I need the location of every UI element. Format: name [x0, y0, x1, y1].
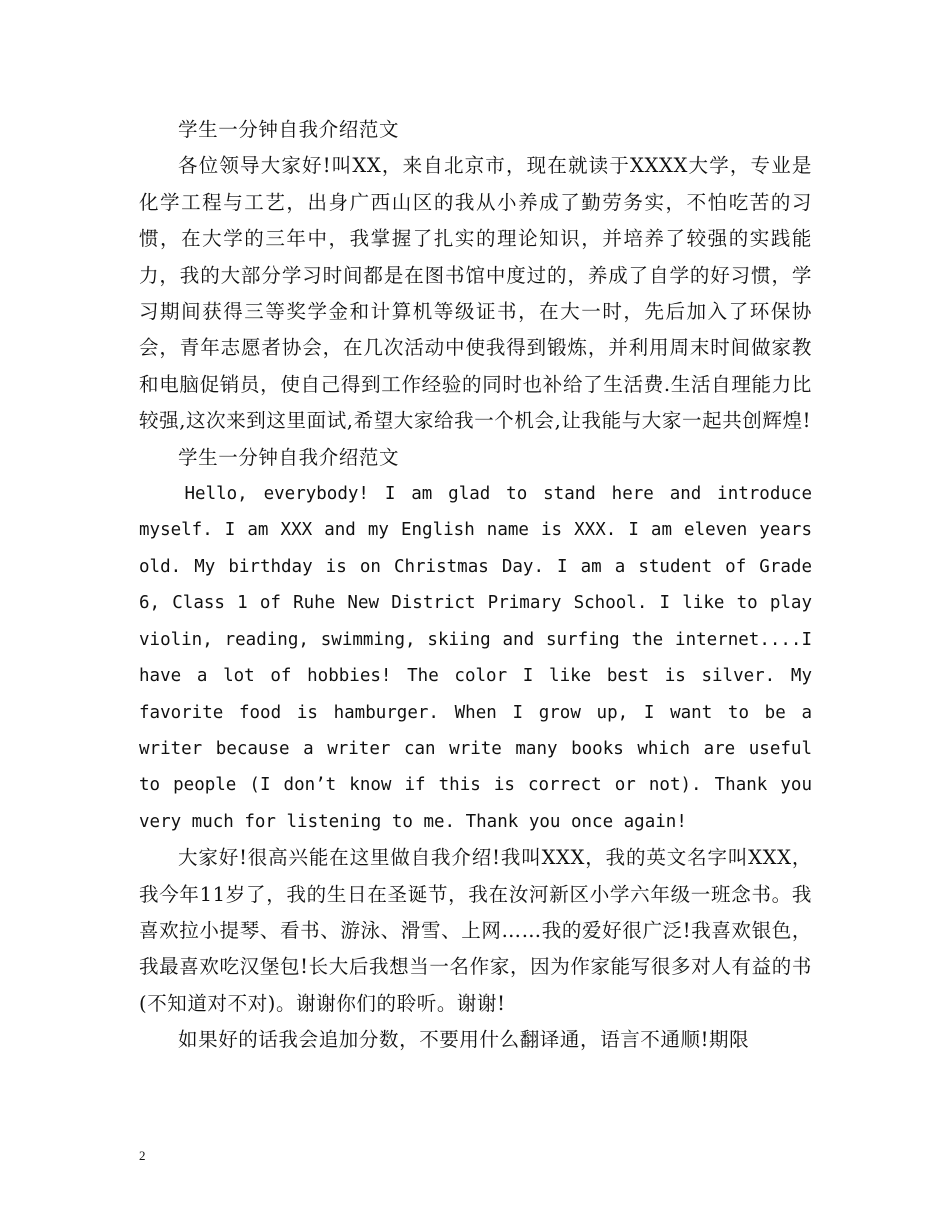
paragraph-note: 如果好的话我会追加分数，不要用什么翻译通，语言不通顺!期限 — [178, 1028, 750, 1052]
section-title-2: 学生一分钟自我介绍范文 — [178, 445, 400, 469]
paragraph-chinese-translation: 大家好!很高兴能在这里做自我介绍!我叫XXX，我的英文名字叫XXX，我今年11岁了，我的生日在圣诞节，我在汝河新区小学六年级一班念书。我喜欢拉小提琴、看书、游泳、滑雪、上网……我的爱好很广泛!我喜欢银色，我最喜欢吃汉堡包!长大后我想当一名作家，因为作家能写很多对人有益的书(不知道对不对)。谢谢你们的聆听。谢谢! — [139, 846, 812, 1015]
paragraph-chinese-intro: 各位领导大家好!叫XX，来自北京市，现在就读于XXXX大学，专业是化学工程与工艺，出身广西山区的我从小养成了勤劳务实，不怕吃苦的习惯，在大学的三年中，我掌握了扎实的理论知识，并培养了较强的实践能力，我的大部分学习时间都是在图书馆中度过的，养成了自学的好习惯，学习期间获得三等奖学金和计算机等级证书，在大一时，先后加入了环保协会，青年志愿者协会，在几次活动中使我得到锻炼，并利用周末时间做家教和电脑促销员，使自己得到工作经验的同时也补给了生活费.生活自理能力比较强,这次来到这里面试,希望大家给我一个机会,让我能与大家一起共创辉煌! — [139, 154, 812, 433]
document-body — [139, 112, 812, 1059]
section-title-1: 学生一分钟自我介绍范文 — [178, 118, 400, 141]
paragraph-english-intro: Hello, everybody! I am glad to stand here and introduce myself. I am XXX and my English name is XXX. I am eleven years old. My birthday is on Christmas Day. I am a student of Grade 6, Class 1 of Ruhe New District Primary School. I like to play violin, reading, swimming, skiing and surfing the internet....I have a lot of hobbies! The color I like best is silver. My favorite food is hamburger. When I grow up, I want to be a writer because a writer can write many books which are useful to people (I don’t know if this is correct or not). Thank you very much for listening to me. Thank you once again! — [139, 484, 812, 832]
page-number: 2 — [139, 1148, 146, 1163]
